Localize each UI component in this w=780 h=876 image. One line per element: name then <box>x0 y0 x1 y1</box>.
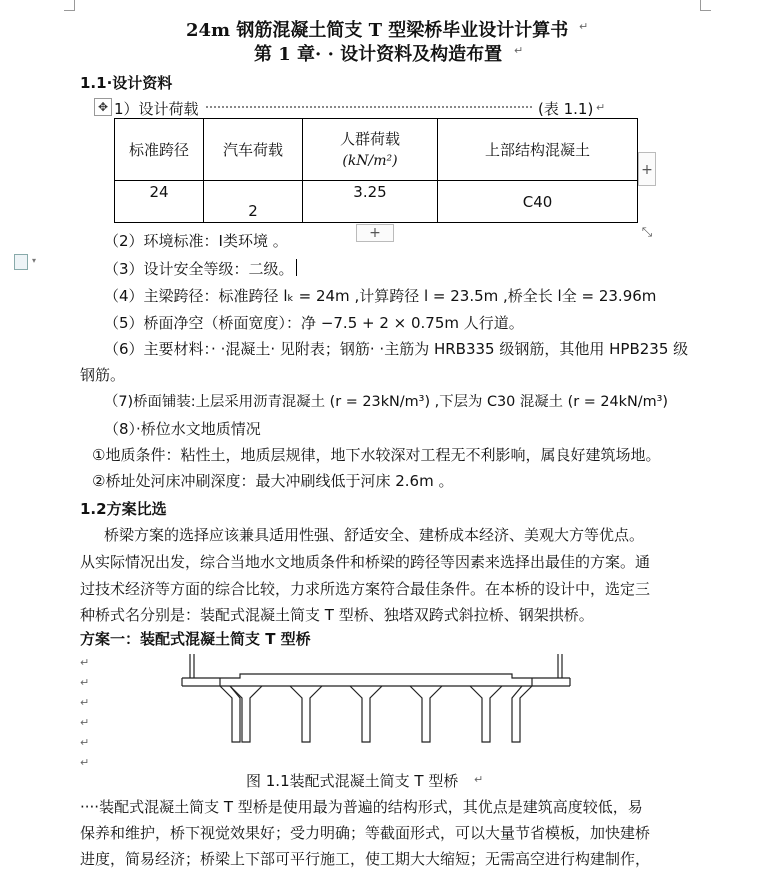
paragraph-mark: ↵ <box>80 756 90 769</box>
item-geology: ①地质条件：粘性土，地质层规律，地下水较深对工程无不利影响，属良好建筑场地。 <box>92 446 661 464</box>
paragraph-line: 桥梁方案的选择应该兼具适用性强、舒适安全、建桥成本经济、美观大方等优点。 <box>104 526 645 544</box>
paragraph-mark: ↵ <box>474 773 484 786</box>
scheme-one-heading: 方案一：装配式混凝土简支 T 型桥 <box>80 630 311 648</box>
paragraph-line: ····装配式混凝土简支 T 型桥是使用最为普遍的结构形式，其优点是建筑高度较低，易 <box>80 798 643 816</box>
text-cursor <box>296 259 297 276</box>
item-scour: ②桥址处河床冲刷深度：最大冲刷线低于河床 2.6m 。 <box>92 472 454 490</box>
add-row-button[interactable]: + <box>356 224 394 242</box>
girder-web <box>410 686 442 742</box>
paragraph-line: 种桥式名分别是：装配式混凝土简支 T 型桥、独塔双跨式斜拉桥、钢架拱桥。 <box>80 606 594 624</box>
table-header-cell: 上部结构混凝土 <box>438 119 638 181</box>
edge-girder-web <box>512 686 532 742</box>
paragraph-mark: ↵ <box>514 44 524 57</box>
design-load-table <box>114 118 638 223</box>
item-hydrology: （8）·桥位水文地质情况 <box>104 420 261 438</box>
table-cell: 2 <box>204 181 303 223</box>
table-header-text: 人群荷载 <box>339 129 400 148</box>
paragraph-line: 保养和维护，桥下视觉效果好；受力明确；等截面形式，可以大量节省模板，加快建桥 <box>80 824 651 842</box>
item-pavement: （7)桥面铺装:上层采用沥青混凝土 (r = 23kN/m³) ,下层为 C30 混凝土 (r = 24kN/m³) <box>104 394 669 410</box>
table-cell: 3.25 <box>303 181 438 223</box>
crop-mark-right <box>700 0 711 11</box>
paragraph-line: 进度，简易经济；桥梁上下部可平行施工，使工期大大缩短；无需高空进行构建制作， <box>80 850 651 868</box>
document-title: 24m 钢筋混凝土简支 T 型梁桥毕业设计计算书 <box>186 20 569 41</box>
table-header-cell: 标准跨径 <box>115 119 204 181</box>
item-span: （4）主梁跨径：标准跨径 lₖ = 24m ,计算跨径 l = 23.5m ,桥全长 l全 = 23.96m <box>104 287 657 305</box>
table-resize-handle-icon[interactable]: ⤡ <box>641 225 653 240</box>
item-clearance: （5）桥面净空（桥面宽度）：净 −7.5 + 2 × 0.75m 人行道。 <box>104 314 524 332</box>
chevron-down-icon[interactable]: ▾ <box>32 256 37 265</box>
item-materials: （6）主要材料：· ·混凝土· 见附表；钢筋· ·主筋为 HRB335 级钢筋，其他用 HPB235 级 <box>104 340 689 358</box>
section-heading-1-2: 1.2方案比选 <box>80 500 167 518</box>
add-column-button[interactable]: + <box>638 152 656 186</box>
table-header-unit: (kN/m²) <box>342 152 398 169</box>
girder-web <box>290 686 322 742</box>
document-navigation-icon[interactable] <box>14 254 28 270</box>
girder-web <box>350 686 382 742</box>
chapter-title: 第 1 章· · 设计资料及构造布置 <box>254 44 503 65</box>
paragraph-line: 过技术经济等方面的综合比较，力求所选方案符合最佳条件。在本桥的设计中，选定三 <box>80 580 651 598</box>
paragraph-mark: ↵ <box>80 676 90 689</box>
table-reference: (表 1.1) <box>538 100 594 118</box>
paragraph-mark: ↵ <box>80 736 90 749</box>
figure-caption: 图 1.1装配式混凝土简支 T 型桥 <box>246 772 459 790</box>
paragraph-mark: ↵ <box>80 696 90 709</box>
load-line-label: 1）设计荷载 <box>114 100 199 118</box>
table-cell: C40 <box>438 181 638 223</box>
paragraph-mark: ↵ <box>579 20 589 33</box>
bridge-cross-section-figure <box>180 652 572 772</box>
leader-dots <box>206 106 532 108</box>
item-safety-level: （3）设计安全等级：二级。 <box>104 260 294 278</box>
paragraph-line: 从实际情况出发，综合当地水文地质条件和桥梁的跨径等因素来选择出最佳的方案。通 <box>80 553 651 571</box>
paragraph-mark: ↵ <box>80 656 90 669</box>
crop-mark-left <box>64 0 75 11</box>
table-header-cell: 汽车荷载 <box>204 119 303 181</box>
paragraph-mark: ↵ <box>80 716 90 729</box>
paragraph-mark: ↵ <box>596 101 606 114</box>
girder-web <box>470 686 502 742</box>
girder-web <box>230 686 262 742</box>
table-move-handle-icon[interactable]: ✥ <box>94 98 112 116</box>
table-header-cell-crowd <box>303 119 438 181</box>
section-heading-1-1: 1.1·设计资料 <box>80 74 173 92</box>
edge-girder-web <box>220 686 240 742</box>
item-environment: （2）环境标准：I类环境 。 <box>104 232 288 250</box>
item-materials-cont: 钢筋。 <box>80 366 126 384</box>
table-cell: 24 <box>115 181 204 223</box>
